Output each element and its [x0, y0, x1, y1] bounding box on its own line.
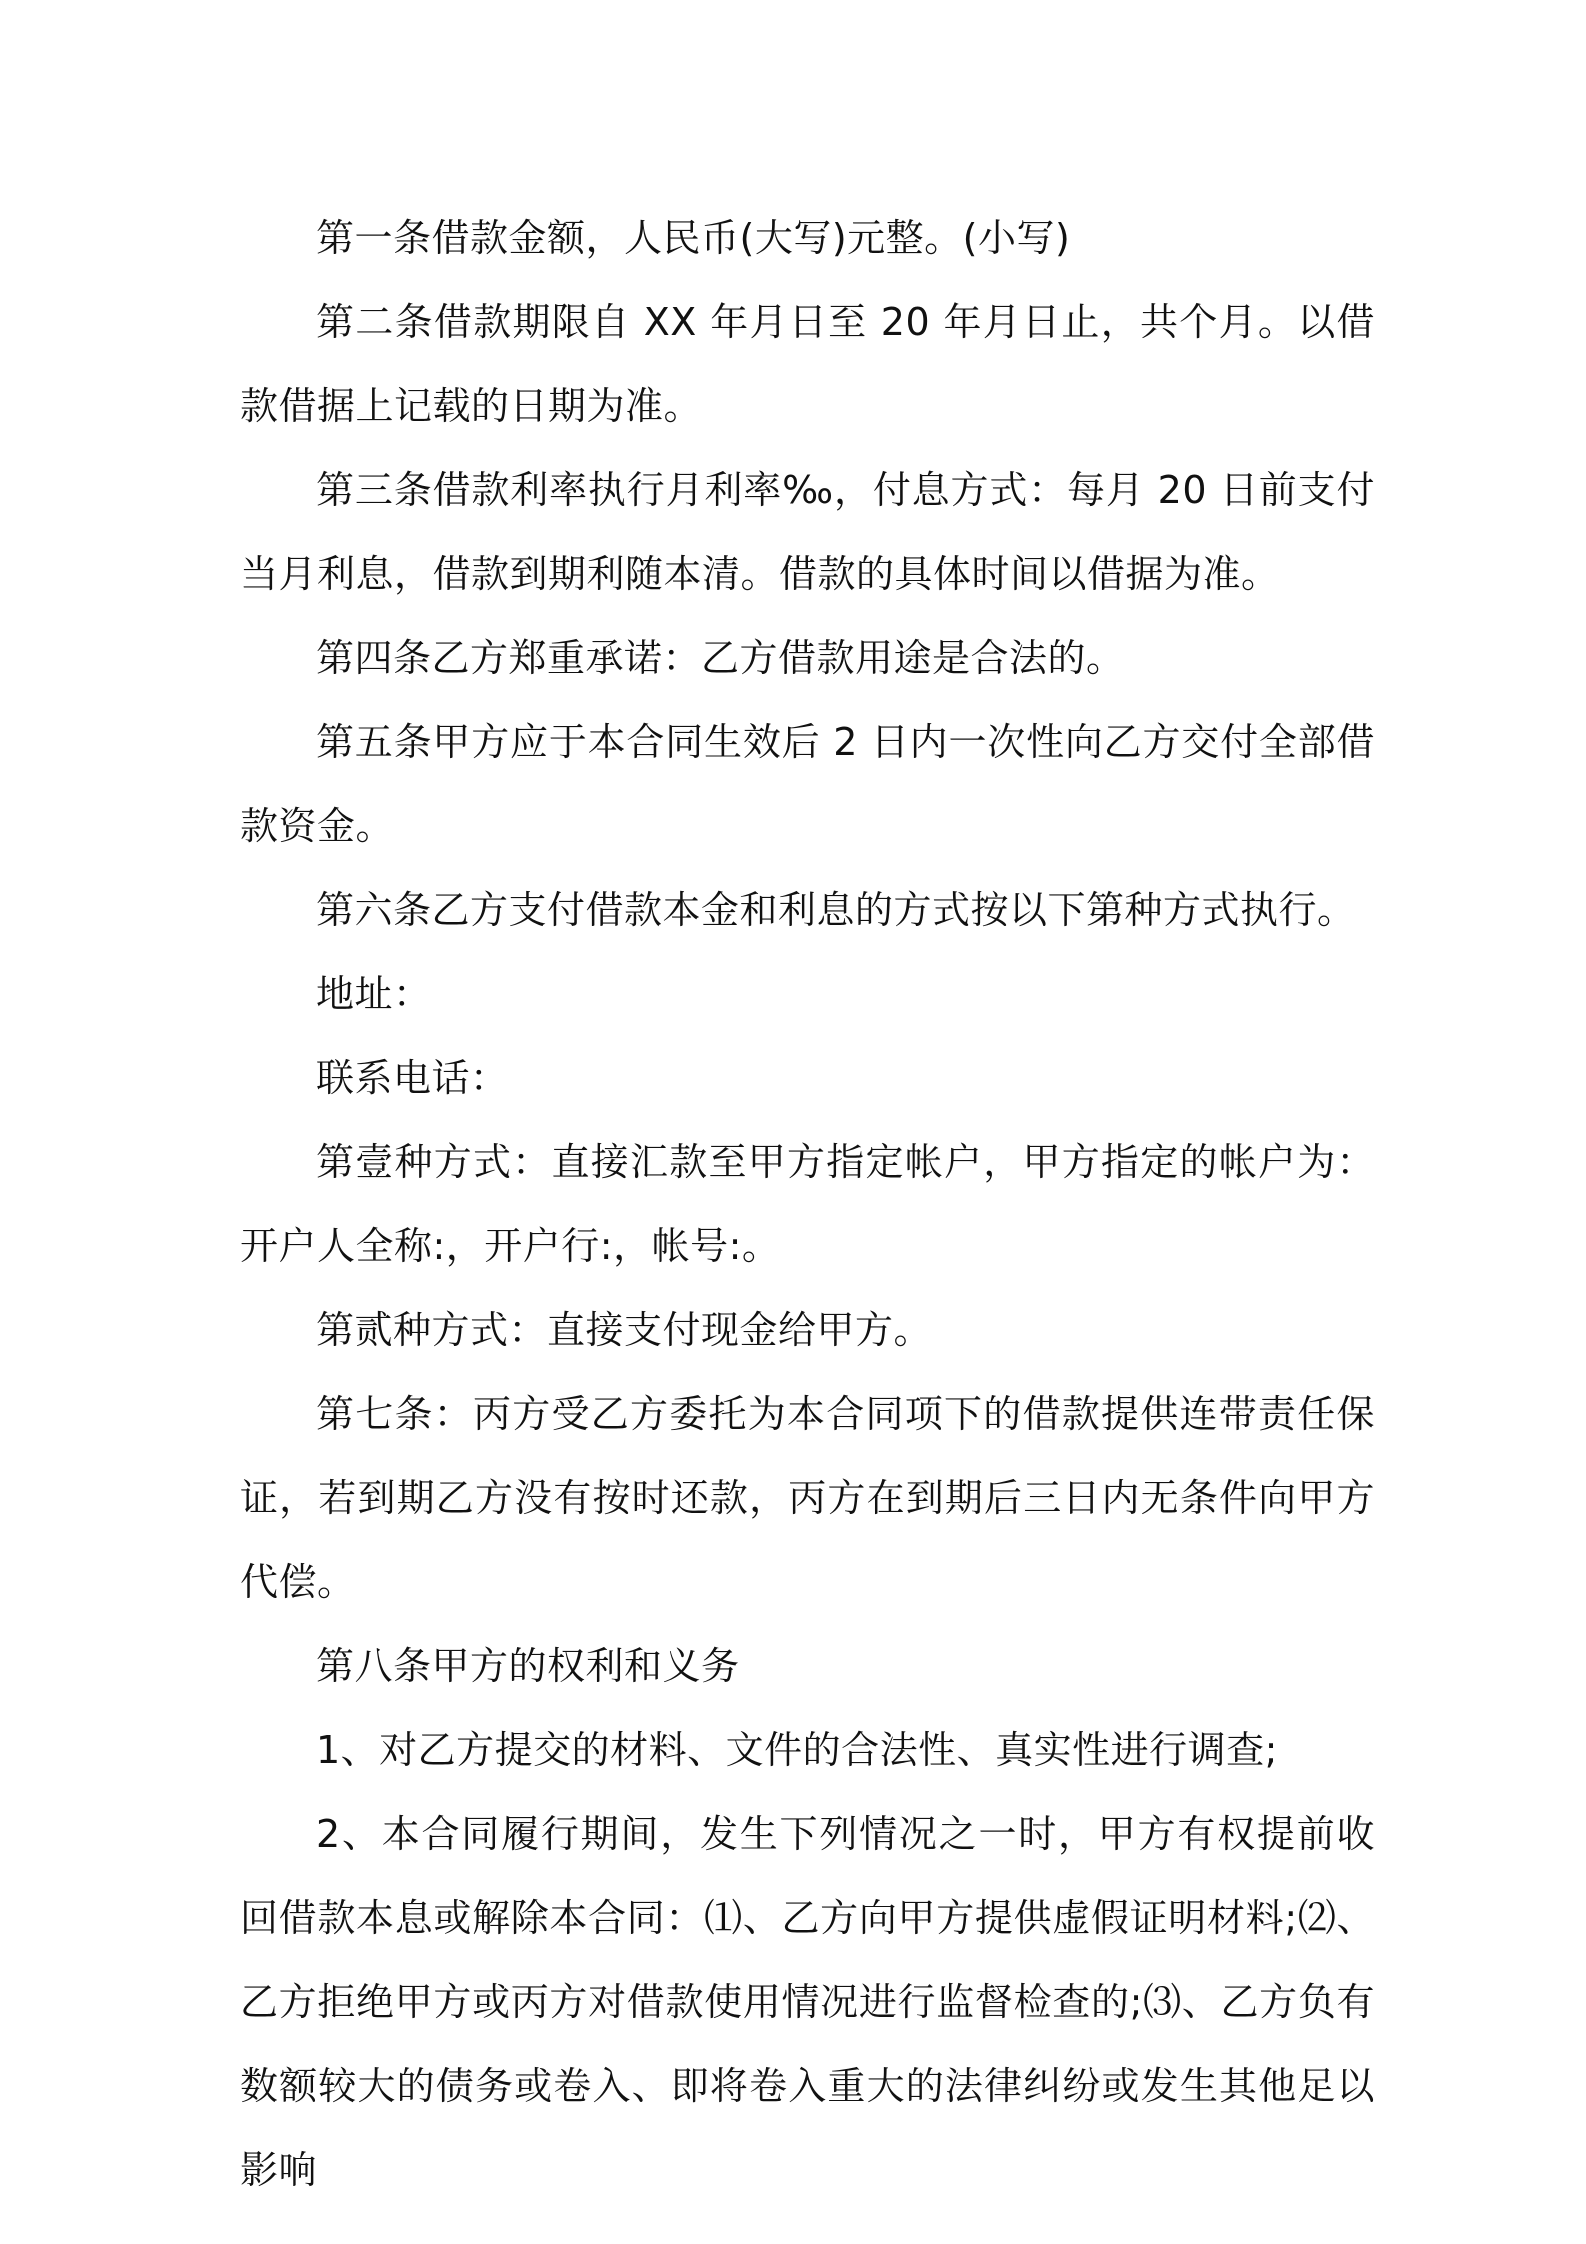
- paragraph-article-8-heading: 第八条甲方的权利和义务: [316, 1644, 740, 1688]
- paragraph-phone: 联系电话：: [316, 1056, 509, 1100]
- paragraph-article-8-item-1: 1、对乙方提交的材料、文件的合法性、真实性进行调查;: [316, 1728, 1278, 1772]
- paragraph-article-5: 第五条甲方应于本合同生效后 2 日内一次性向乙方交付全部借款资金。: [240, 720, 1375, 848]
- paragraph-address: 地址：: [316, 972, 432, 1016]
- document-body: [240, 196, 1375, 2212]
- paragraph-method-1: 第壹种方式：直接汇款至甲方指定帐户，甲方指定的帐户为：开户人全称:，开户行:，帐号:。: [240, 1140, 1375, 1268]
- paragraph-article-2: 第二条借款期限自 XX 年月日至 20 年月日止，共个月。以借款借据上记载的日期为准。: [240, 300, 1375, 428]
- paragraph-article-7: 第七条：丙方受乙方委托为本合同项下的借款提供连带责任保证，若到期乙方没有按时还款，丙方在到期后三日内无条件向甲方代偿。: [240, 1392, 1375, 1604]
- paragraph-article-8-item-2: 2、本合同履行期间，发生下列情况之一时，甲方有权提前收回借款本息或解除本合同：⑴、乙方向甲方提供虚假证明材料;⑵、乙方拒绝甲方或丙方对借款使用情况进行监督检查的;⑶、乙方负有数额较大的债务或卷入、即将卷入重大的法律纠纷或发生其他足以影响: [240, 1812, 1375, 2192]
- paragraph-article-1: 第一条借款金额，人民币(大写)元整。(小写): [316, 216, 1071, 260]
- paragraph-article-6: 第六条乙方支付借款本金和利息的方式按以下第种方式执行。: [316, 888, 1356, 932]
- paragraph-article-3: 第三条借款利率执行月利率‰，付息方式：每月 20 日前支付当月利息，借款到期利随本清。借款的具体时间以借据为准。: [240, 468, 1375, 596]
- paragraph-article-4: 第四条乙方郑重承诺：乙方借款用途是合法的。: [316, 636, 1125, 680]
- paragraph-method-2: 第贰种方式：直接支付现金给甲方。: [316, 1308, 933, 1352]
